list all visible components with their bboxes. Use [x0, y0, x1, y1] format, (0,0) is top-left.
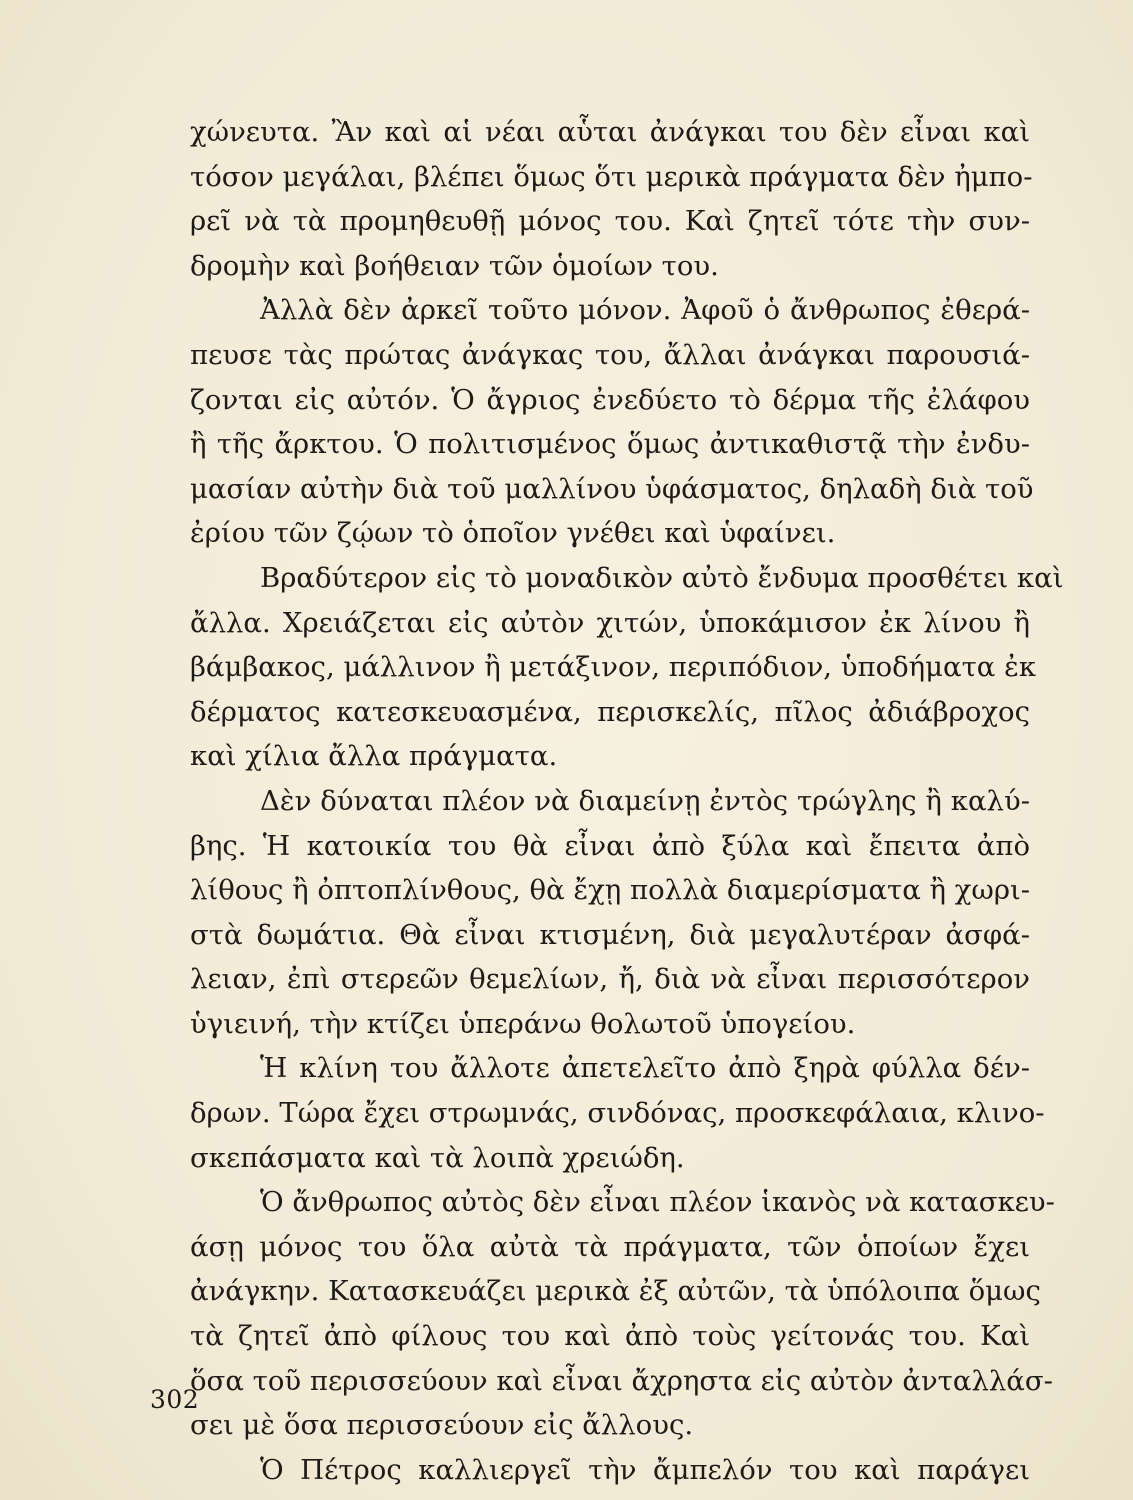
text-line: Ἀλλὰ δὲν ἀρκεῖ τοῦτο μόνον. Ἀφοῦ ὁ ἄνθρωπος ἐθερά- [260, 294, 1030, 327]
page-number: 302 [150, 1385, 200, 1414]
text-line: ζονται εἰς αὐτόν. Ὁ ἄγριος ἐνεδύετο τὸ δέρμα τῆς ἐλάφου [190, 383, 1030, 416]
text-line: σκεπάσματα καὶ τὰ λοιπὰ χρειώδη. [190, 1141, 685, 1174]
text-line: άσῃ μόνος του ὅλα αὐτὰ τὰ πράγματα, τῶν ὁποίων ἔχει [190, 1230, 1030, 1263]
text-line: πευσε τὰς πρώτας ἀνάγκας του, ἄλλαι ἀνάγκαι παρουσιά- [190, 338, 1030, 371]
text-line: Ὁ ἄνθρωπος αὐτὸς δὲν εἶναι πλέον ἱκανὸς νὰ κατασκευ- [260, 1186, 1055, 1219]
text-line: τὰ ζητεῖ ἀπὸ φίλους του καὶ ἀπὸ τοὺς γείτονάς του. Καὶ [190, 1320, 1030, 1353]
text-line: σει μὲ ὅσα περισσεύουν εἰς ἄλλους. [190, 1409, 694, 1442]
text-line: Ὁ Πέτρος καλλιεργεῖ τὴν ἄμπελόν του καὶ παράγει [260, 1453, 1030, 1486]
text-line: ἄλλα. Χρειάζεται εἰς αὐτὸν χιτών, ὑποκάμισον ἐκ λίνου ἢ [190, 606, 1030, 639]
text-line: δρων. Τώρα ἔχει στρωμνάς, σινδόνας, προσκεφάλαια, κλινο- [190, 1097, 1045, 1130]
text-line: ρεῖ νὰ τὰ προμηθευθῇ μόνος του. Καὶ ζητεῖ τότε τὴν συν- [190, 205, 1030, 238]
text-line: Ἡ κλίνη του ἄλλοτε ἀπετελεῖτο ἀπὸ ξηρὰ φύλλα δέν- [260, 1052, 1030, 1085]
text-line: ὑγιεινή, τὴν κτίζει ὑπεράνω θολωτοῦ ὑπογείου. [190, 1007, 856, 1040]
text-line: τόσον μεγάλαι, βλέπει ὅμως ὅτι μερικὰ πράγματα δὲν ἠμπο- [190, 160, 1033, 193]
body-text [190, 110, 1064, 1492]
text-line: μασίαν αὐτὴν διὰ τοῦ μαλλίνου ὑφάσματος, δηλαδὴ διὰ τοῦ [190, 472, 1034, 505]
text-line: Δὲν δύναται πλέον νὰ διαμείνῃ ἐντὸς τρώγλης ἢ καλύ- [260, 784, 1030, 817]
text-line: βάμβακος, μάλλινον ἢ μετάξινον, περιπόδιον, ὑποδήματα ἐκ [190, 651, 1037, 684]
text-line: ἀνάγκην. Κατασκευάζει μερικὰ ἐξ αὐτῶν, τὰ ὑπόλοιπα ὅμως [190, 1275, 1041, 1308]
text-line: βης. Ἡ κατοικία του θὰ εἶναι ἀπὸ ξύλα καὶ ἔπειτα ἀπὸ [190, 829, 1030, 862]
text-line: ἐρίου τῶν ζῴων τὸ ὁποῖον γνέθει καὶ ὑφαίνει. [190, 517, 836, 550]
text-line: λειαν, ἐπὶ στερεῶν θεμελίων, ἤ, διὰ νὰ εἶναι περισσότερον [190, 963, 1030, 996]
text-line: λίθους ἢ ὀπτοπλίνθους, θὰ ἔχῃ πολλὰ διαμερίσματα ἢ χωρι- [190, 874, 1031, 907]
text-line: ἢ τῆς ἄρκτου. Ὁ πολιτισμένος ὅμως ἀντικαθιστᾷ τὴν ἐνδυ- [190, 428, 1030, 461]
text-line: δρομὴν καὶ βοήθειαν τῶν ὁμοίων του. [190, 249, 719, 282]
text-line: ὅσα τοῦ περισσεύουν καὶ εἶναι ἄχρηστα εἰς αὐτὸν ἀνταλλάσ- [190, 1364, 1053, 1397]
text-line: χώνευτα. Ἂν καὶ αἱ νέαι αὗται ἀνάγκαι του δὲν εἶναι καὶ [190, 116, 1030, 148]
text-line: στὰ δωμάτια. Θὰ εἶναι κτισμένη, διὰ μεγαλυτέραν ἀσφά- [190, 918, 1030, 951]
text-line: Βραδύτερον εἰς τὸ μοναδικὸν αὐτὸ ἔνδυμα προσθέτει καὶ [260, 561, 1064, 594]
text-line: καὶ χίλια ἄλλα πράγματα. [190, 740, 558, 773]
text-line: δέρματος κατεσκευασμένα, περισκελίς, πῖλος ἀδιάβροχος [190, 695, 1030, 728]
